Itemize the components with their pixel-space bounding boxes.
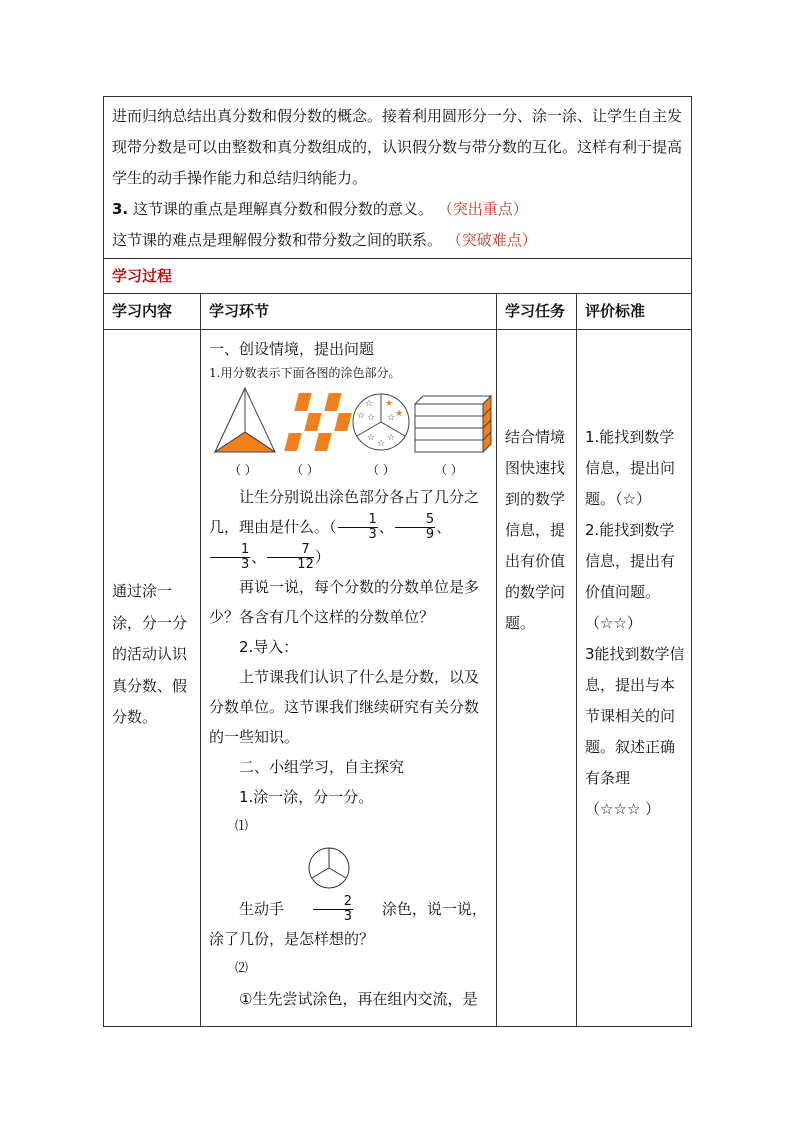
header-steps: 学习环节 [201,294,497,330]
lesson-plan-table-wrap [103,96,691,1027]
circle-thirds-svg [209,842,493,894]
figure-title: 1.用分数表示下面各图的涂色部分。 [209,366,401,380]
step2-para2-b: 涂色，说一说，涂了几份，是怎样想的？ [209,900,487,948]
step2-para2 [209,894,490,954]
svg-text:☆: ☆ [364,399,374,409]
key-point [112,194,685,225]
parallelogram-figure [283,392,358,452]
step1-para3: 2.导入： [239,638,299,656]
step1-para2: 再说一说，每个分数的分数单位是多少？各含有几个这样的分数单位？ [209,578,480,626]
lesson-plan-table [103,96,692,1027]
circle-thirds-figure [209,842,490,894]
criteria-2: 2.能找到数学信息，提出有价值问题。（☆☆） [585,521,676,632]
triangle-figure [215,388,275,452]
svg-text:☆: ☆ [386,413,396,423]
cuboid-figure [415,396,491,452]
task-cell [497,330,577,1027]
step2-label1: ⑴ [235,819,249,834]
answer-blanks [229,463,463,477]
main-row [104,330,692,1027]
svg-text:☆: ☆ [386,433,396,443]
fraction-2: $\frac{5}{9}$ [395,513,435,542]
fraction-3: $\frac{1}{3}$ [210,543,250,572]
header-criteria: 评价标准 [577,294,692,330]
svg-text:☆: ☆ [356,411,366,421]
svg-text:☆: ☆ [366,413,376,423]
step2-para3: ①生先尝试涂色，再在组内交流，是 [239,990,478,1008]
step1-para1-text: 让生分别说出涂色部分各占了几分之几，理由是什么。（ [209,488,480,536]
step2-para1: 1.涂一涂，分一分。 [239,788,374,806]
step1-para4: 上节课我们认识了什么是分数，以及分数单位。这节课我们继续研究有关分数的一些知识。 [209,668,480,746]
step1-title: 一、创设情境，提出问题 [209,340,375,358]
fraction-1: $\frac{1}{3}$ [338,513,378,542]
blank-3: （ ） [367,463,395,477]
content-text: 通过涂一涂，分一分的活动认识真分数、假分数。 [112,582,188,726]
blank-4: （ ） [435,463,463,477]
header-row [104,294,692,330]
criteria-3: 3能找到数学信息，提出与本节课相关的问题。叙述正确有条理（☆☆☆ ） [585,645,685,818]
difficulty-tag: （突破难点） [446,231,537,249]
header-task: 学习任务 [497,294,577,330]
task-text: 结合情境图快速找到的数学信息，提出有价值的数学问题。 [505,428,566,632]
steps-cell [201,330,497,1027]
criteria-1: 1.能找到数学信息，提出问题。（☆） [585,428,676,508]
svg-text:☆: ☆ [366,433,376,443]
fraction-two-thirds: $\frac{2}{3}$ [313,895,353,924]
fraction-4: $\frac{7}{12}$ [267,543,314,572]
svg-text:☆: ☆ [376,439,386,449]
header-content: 学习内容 [104,294,201,330]
step2-para2-a: 生动手 [239,900,285,918]
fraction-figures-svg [209,382,493,482]
svg-text:★: ★ [394,409,404,419]
section-title: 学习过程 [104,259,692,294]
circle-figure [353,394,409,450]
svg-text:★: ★ [384,399,394,409]
fraction-figures [209,382,490,482]
difficulty-text: 这节课的难点是理解假分数和带分数之间的联系。 [112,231,443,249]
step2-label2: ⑵ [235,961,249,976]
key-point-text: 这节课的重点是理解真分数和假分数的意义。 [132,200,433,218]
blank-1: （ ） [229,463,257,477]
intro-text: 进而归纳总结出真分数和假分数的概念。接着利用圆形分一分、涂一涂、让学生自主发现带分数是可以由整数和真分数组成的，认识假分数与带分数的互化。这样有利于提高学生的动手操作能力和总结归纳能力。 [112,107,683,187]
criteria-cell [577,330,692,1027]
point-number: 3. [112,200,129,218]
key-point-tag: （突出重点） [437,200,528,218]
step1-para1: 让生分别说出涂色部分各占了几分之几，理由是什么。（ $\frac{1}{3}$ 、 $\frac{5}{9}$ 、 $\frac{1}{3}$ 、 $\frac{7}{12}$ ） [209,488,480,572]
intro-cell [104,97,692,259]
difficulty-point [112,225,685,256]
content-cell [104,330,201,1027]
step2-title: 二、小组学习，自主探究 [239,758,405,776]
blank-2: （ ） [291,463,319,477]
